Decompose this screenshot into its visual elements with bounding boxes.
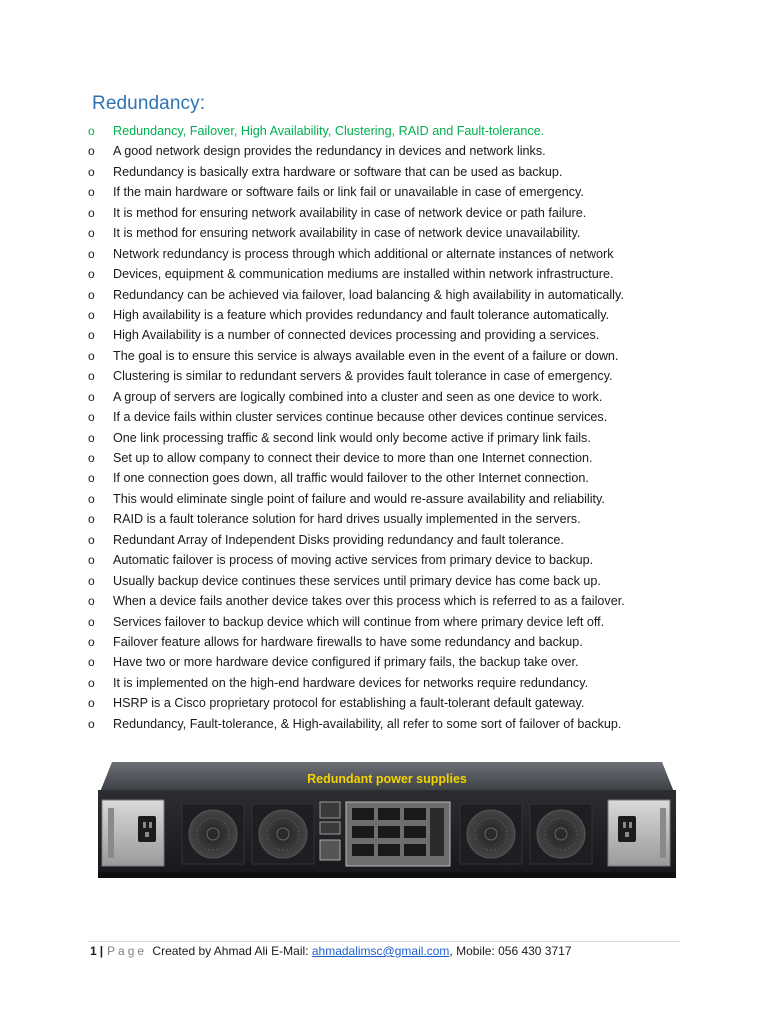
author-credit: Created by Ahmad Ali E-Mail: bbox=[152, 944, 309, 958]
bullet-marker: o bbox=[88, 696, 95, 711]
bullet-item bbox=[88, 489, 698, 509]
bullet-item bbox=[88, 182, 698, 202]
bullet-marker: o bbox=[88, 532, 95, 547]
bullet-marker: o bbox=[88, 348, 95, 363]
bullet-marker: o bbox=[88, 185, 95, 200]
bullet-text: This would eliminate single point of failure and would re-assure availability and reliability. bbox=[113, 491, 605, 506]
bullet-marker: o bbox=[88, 614, 95, 629]
bullet-text: Redundancy, Fault-tolerance, & High-availability, all refer to some sort of failover of backup. bbox=[113, 716, 622, 731]
fan-4 bbox=[530, 804, 592, 864]
bullet-marker: o bbox=[88, 491, 95, 506]
bullet-item bbox=[88, 346, 698, 366]
bullet-item bbox=[88, 632, 698, 652]
bullet-marker: o bbox=[88, 205, 95, 220]
bullet-text: One link processing traffic & second link would only become active if primary link fails. bbox=[113, 430, 591, 445]
bullet-text: Redundancy is basically extra hardware or software that can be used as backup. bbox=[113, 164, 563, 179]
bullet-item bbox=[88, 366, 698, 386]
bullet-marker: o bbox=[88, 471, 95, 486]
bullet-marker: o bbox=[88, 573, 95, 588]
footer-separator: | bbox=[99, 944, 104, 958]
bullet-text: Redundancy can be achieved via failover, load balancing & high availability in automatically. bbox=[113, 287, 624, 302]
bullet-text: When a device fails another device takes over this process which is referred to as a failover. bbox=[113, 594, 625, 609]
bullet-item bbox=[88, 468, 698, 488]
bullet-text: Automatic failover is process of moving active services from primary device to backup. bbox=[113, 553, 594, 568]
mobile-number: , Mobile: 056 430 3717 bbox=[449, 944, 572, 958]
bullet-text: High availability is a feature which provides redundancy and fault tolerance automatically. bbox=[113, 307, 610, 322]
bullet-marker: o bbox=[88, 124, 95, 138]
bullet-marker: o bbox=[88, 716, 95, 731]
hardware-photo bbox=[94, 756, 680, 888]
bullet-text: A group of servers are logically combined into a cluster and seen as one device to work. bbox=[113, 389, 603, 404]
bullet-marker: o bbox=[88, 675, 95, 690]
bullet-text: It is implemented on the high-end hardware devices for networks require redundancy. bbox=[113, 675, 589, 690]
bullet-text: Usually backup device continues these services until primary device has come back up. bbox=[113, 573, 601, 588]
bullet-text: The goal is to ensure this service is always available even in the event of a failure or down. bbox=[113, 348, 619, 363]
bullet-text: Redundancy, Failover, High Availability, Clustering, RAID and Fault-tolerance. bbox=[113, 124, 545, 138]
bullet-text: If the main hardware or software fails or link fail or unavailable in case of emergency. bbox=[113, 185, 584, 200]
bullet-marker: o bbox=[88, 410, 95, 425]
bullet-item bbox=[88, 509, 698, 529]
bullet-item bbox=[88, 652, 698, 672]
bullet-text: Clustering is similar to redundant servers & provides fault tolerance in case of emergency. bbox=[113, 369, 613, 384]
bullet-marker: o bbox=[88, 430, 95, 445]
bullet-marker: o bbox=[88, 369, 95, 384]
bullet-text: Set up to allow company to connect their device to more than one Internet connection. bbox=[113, 451, 593, 465]
bullet-marker: o bbox=[88, 451, 95, 465]
bullet-text: HSRP is a Cisco proprietary protocol for establishing a fault-tolerant default gateway. bbox=[113, 696, 585, 711]
bullet-item bbox=[88, 428, 698, 448]
bullet-item bbox=[88, 285, 698, 305]
bullet-marker: o bbox=[88, 246, 95, 261]
bullet-item bbox=[88, 448, 698, 468]
bullet-marker: o bbox=[88, 267, 95, 282]
bullet-item bbox=[88, 407, 698, 427]
bullet-marker: o bbox=[88, 328, 95, 343]
bullet-item bbox=[88, 162, 698, 182]
fan-3 bbox=[460, 804, 522, 864]
bullet-text: Have two or more hardware device configured if primary fails, the backup take over. bbox=[113, 655, 579, 670]
bullet-text: If a device fails within cluster services continue because other devices continue services. bbox=[113, 410, 608, 425]
page-footer bbox=[90, 944, 572, 958]
fan-1 bbox=[182, 804, 244, 864]
bullet-marker: o bbox=[88, 144, 95, 159]
bullet-item bbox=[88, 387, 698, 407]
bullet-item bbox=[88, 325, 698, 345]
figure-caption: Redundant power supplies bbox=[307, 772, 467, 786]
bullet-text: Network redundancy is process through which additional or alternate instances of network bbox=[113, 246, 614, 261]
footer-divider bbox=[88, 941, 680, 942]
bullet-marker: o bbox=[88, 226, 95, 241]
bullet-item bbox=[88, 673, 698, 693]
email-link[interactable]: ahmadalimsc@gmail.com bbox=[311, 944, 450, 958]
network-ports bbox=[320, 802, 450, 866]
bullet-text: RAID is a fault tolerance solution for hard drives usually implemented in the servers. bbox=[113, 512, 581, 527]
bullet-list bbox=[88, 121, 698, 734]
bullet-text: Failover feature allows for hardware firewalls to have some redundancy and backup. bbox=[113, 634, 583, 649]
bullet-marker: o bbox=[88, 634, 95, 649]
bullet-marker: o bbox=[88, 389, 95, 404]
bullet-text: A good network design provides the redundancy in devices and network links. bbox=[113, 144, 546, 159]
bullet-item bbox=[88, 203, 698, 223]
bullet-item bbox=[88, 141, 698, 161]
bullet-marker: o bbox=[88, 307, 95, 322]
page-number: 1 bbox=[90, 944, 97, 958]
bullet-item bbox=[88, 714, 698, 734]
bullet-text: Redundant Array of Independent Disks providing redundancy and fault tolerance. bbox=[113, 532, 564, 547]
bullet-marker: o bbox=[88, 553, 95, 568]
bullet-marker: o bbox=[88, 287, 95, 302]
bullet-marker: o bbox=[88, 512, 95, 527]
fan-2 bbox=[252, 804, 314, 864]
bullet-item bbox=[88, 693, 698, 713]
bullet-item bbox=[88, 612, 698, 632]
bullet-text: It is method for ensuring network availability in case of network device unavailability. bbox=[113, 226, 581, 241]
bullet-item bbox=[88, 550, 698, 570]
bullet-text: High Availability is a number of connected devices processing and providing a services. bbox=[113, 328, 600, 343]
bullet-item bbox=[88, 530, 698, 550]
bullet-item bbox=[88, 121, 698, 141]
page-label: Page bbox=[107, 944, 148, 958]
bullet-marker: o bbox=[88, 594, 95, 609]
bullet-marker: o bbox=[88, 164, 95, 179]
page-title: Redundancy: bbox=[92, 93, 206, 114]
bullet-item bbox=[88, 305, 698, 325]
bullet-marker: o bbox=[88, 655, 95, 670]
bullet-item bbox=[88, 223, 698, 243]
bullet-item bbox=[88, 244, 698, 264]
bullet-text: Devices, equipment & communication mediums are installed within network infrastructure. bbox=[113, 267, 614, 282]
bullet-item bbox=[88, 571, 698, 591]
bullet-text: It is method for ensuring network availability in case of network device or path failure. bbox=[113, 205, 587, 220]
bullet-item bbox=[88, 591, 698, 611]
bullet-text: Services failover to backup device which will continue from where primary device left off. bbox=[113, 614, 605, 629]
bullet-item bbox=[88, 264, 698, 284]
bullet-text: If one connection goes down, all traffic would failover to the other Internet connection. bbox=[113, 471, 589, 486]
